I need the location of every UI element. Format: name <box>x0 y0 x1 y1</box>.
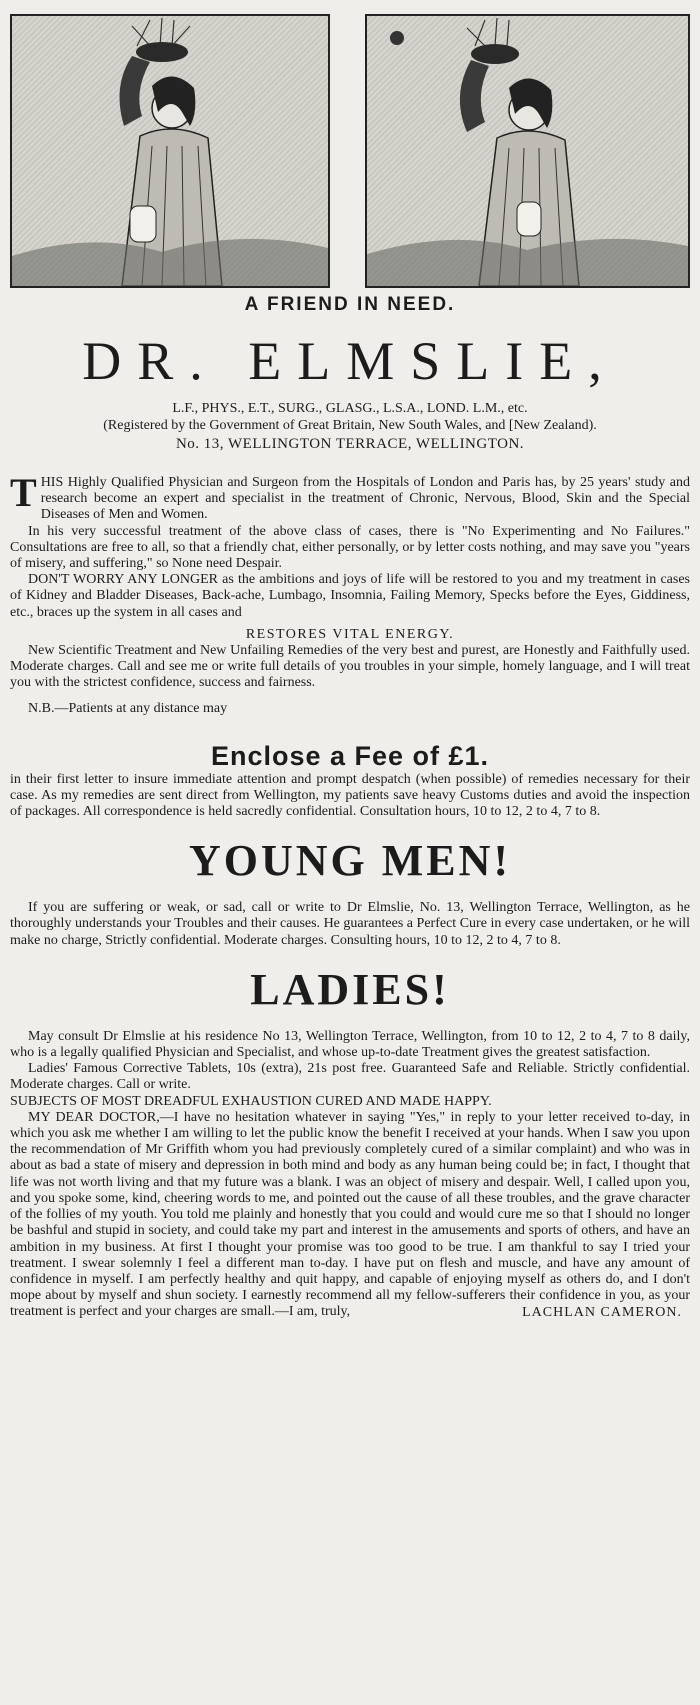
testimonial-signature: LACHLAN CAMERON. <box>522 1304 682 1320</box>
address-line: No. 13, WELLINGTON TERRACE, WELLINGTON. <box>175 436 525 452</box>
doctor-name-heading: DR. ELMSLIE, <box>82 331 618 391</box>
credentials-line: L.F., PHYS., E.T., SURG., GLASG., L.S.A., LOND. L.M., etc. <box>172 401 528 416</box>
credentials-block <box>10 400 690 453</box>
woman-with-lamp-illustration-left <box>10 14 330 288</box>
registration-line: (Registered by the Government of Great Britain, New South Wales, and [New Zealand). <box>103 418 597 433</box>
treatment-paragraph: In his very successful treatment of the above class of cases, there is "No Experimenting and No Failures." Consultations are free to all, so that a friendly chat, either personally, or by letter costs nothing, and may save you "years of misery, and suffering," so None need Despair. <box>10 523 690 572</box>
new-treatment-paragraph: New Scientific Treatment and New Unfailing Remedies of the very best and purest, are Honestly and Faithfully used. Moderate charges. Call and see me or write full details of you troubles in your simple, homely language, and I will treat you with the strictest confidence, success and fairness. <box>10 642 690 691</box>
dont-worry-paragraph: DON'T WORRY ANY LONGER as the ambitions and joys of life will be restored to you and my treatment in cases of Kidney and Bladder Diseases, Back-ache, Lumbago, Insomnia, Failing Memory, Specks before the Eyes, Giddiness, etc., braces up the system in all cases and <box>10 572 690 620</box>
young-men-heading: YOUNG MEN! <box>188 836 512 886</box>
subjects-heading: SUBJECTS OF MOST DREADFUL EXHAUSTION CURED AND MADE HAPPY. <box>10 1093 492 1109</box>
drop-cap: T <box>10 470 37 515</box>
woman-with-lamp-illustration-right <box>365 14 690 288</box>
restores-subheading: RESTORES VITAL ENERGY. <box>245 626 455 642</box>
nota-bene-line: N.B.—Patients at any distance may <box>28 701 228 717</box>
fee-paragraph: in their first letter to insure immediate attention and prompt despatch (when possible) of remedies necessary for their case. As my remedies are sent direct from Wellington, my patients save heavy Customs duties and avoid the inspection of packages. All correspondence is held sacredly confidential. Consultation hours, 10 to 12, 2 to 4, 7 to 8. <box>10 771 690 820</box>
tablets-paragraph: Ladies' Famous Corrective Tablets, 10s (extra), 21s post free. Guaranteed Safe and Reliable. Strictly confidential. Moderate charges. Call or write. <box>10 1061 690 1093</box>
ladies-heading: LADIES! <box>250 964 450 1014</box>
fee-heading: Enclose a Fee of £1. <box>210 740 490 771</box>
testimonial-letter: MY DEAR DOCTOR,—I have no hesitation whatever in saying "Yes," in reply to your letter received to-day, in which you ask me whether I am willing to let the public know the benefit I received at your hands. When I saw you upon the recommendation of Mr Griffith whom you had previously completely cured of a similar complaint) and who was in about as bad a state of misery and depression in both mind and body as any human being could be; in fact, I thought that life was not worth living and that my future was a blank. I was an object of misery and despair. Well, I called upon you, and you spoke some, kind, cheering words to me, and pointed out the cause of all these troubles, and the grave character of the follies of my youth. You told me plainly and honestly that you could and would cure me so that I should no longer be bashful and stupid in society, and could take my part and interest in the amusements and sports of others, and have an ambition in my business. At first I thought your promise was too good to be true. I am thankful to say I tried your treatment. I swear solemnly I feel a different man to-day. I have put on flesh and muscle, and have any amount of confidence in myself. I am perfectly healthy and quit happy, and capable of enjoying myself as others do, and I don't mope about by myself and shun society. I earnestly recommend all my fellow-sufferers their confidence in you, as your treatment is perfect and your charges are small.—I am, truly, <box>10 1109 690 1320</box>
ladies-paragraph: May consult Dr Elmslie at his residence No 13, Wellington Terrace, Wellington, from 10 to 12, 2 to 4, 7 to 8 daily, who is a legally qualified Physician and Specialist, and whose up-to-date Treatment gives the greatest satisfaction. <box>10 1028 690 1061</box>
young-men-paragraph: If you are suffering or weak, or sad, call or write to Dr Elmslie, No. 13, Wellington Terrace, Wellington, as he thoroughly understands your Troubles and their causes. He guarantees a Perfect Cure in every case undertaken, or he will make no charge, Strictly confidential. Moderate charges. Consulting hours, 10 to 12, 2 to 4, 7 to 8. <box>10 900 690 948</box>
intro-paragraph <box>10 470 690 524</box>
intro-text: HIS Highly Qualified Physician and Surgeon from the Hospitals of London and Paris has, by 25 years' study and research become an expert and specialist in the treatment of Chronic, Nervous, Blood, Skin and the Special Diseases of Men and Women. <box>40 475 690 523</box>
illustration-row <box>10 0 690 290</box>
illustration-caption: A FRIEND IN NEED. <box>244 294 456 315</box>
